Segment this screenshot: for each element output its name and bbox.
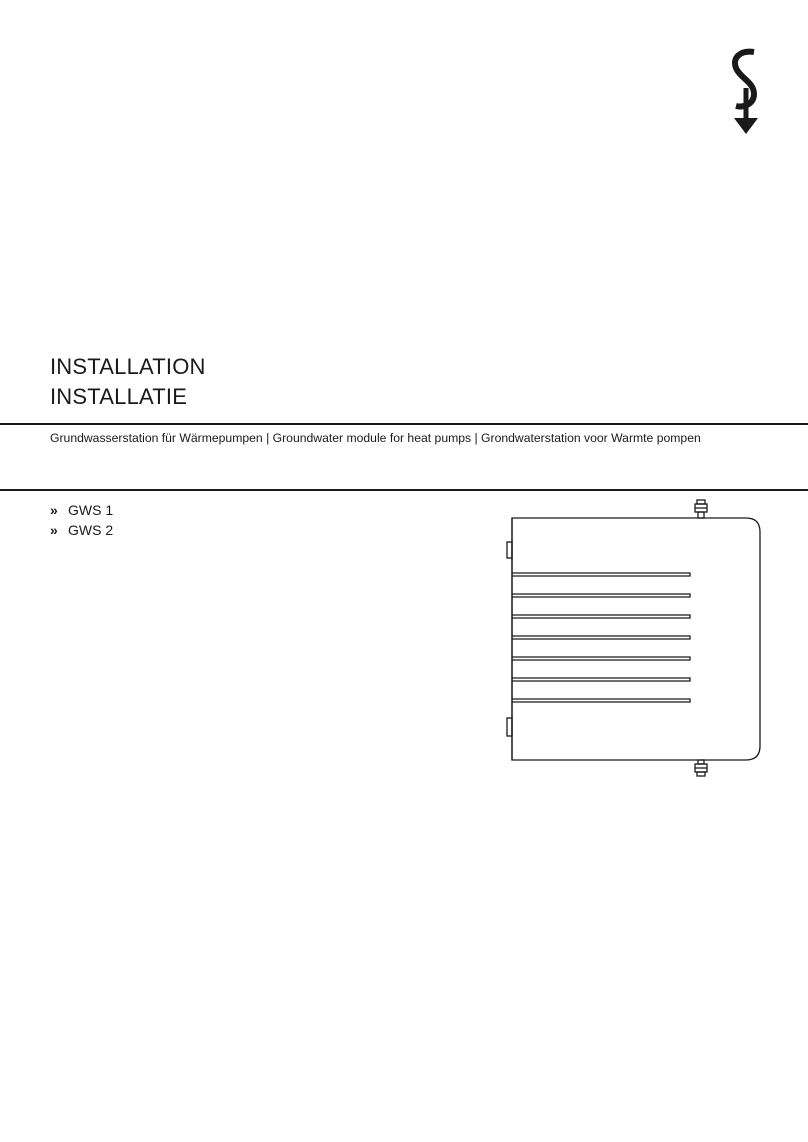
title-line-1: INSTALLATION bbox=[50, 354, 206, 379]
document-title bbox=[50, 352, 206, 412]
model-list bbox=[50, 500, 113, 540]
document-subtitle: Grundwasserstation für Wärmepumpen | Groundwater module for heat pumps | Grondwaterstation voor Warmte pompen bbox=[50, 431, 701, 445]
stiebel-arrow-logo-icon bbox=[726, 48, 766, 136]
bullet-icon: » bbox=[50, 502, 58, 518]
bottom-divider bbox=[0, 489, 808, 491]
top-divider bbox=[0, 423, 808, 425]
bullet-icon: » bbox=[50, 522, 58, 538]
model-label: GWS 1 bbox=[68, 502, 114, 518]
list-item bbox=[50, 520, 113, 540]
model-label: GWS 2 bbox=[68, 522, 114, 538]
groundwater-module-illustration bbox=[498, 498, 773, 784]
title-line-2: INSTALLATIE bbox=[50, 384, 188, 409]
list-item bbox=[50, 500, 113, 520]
